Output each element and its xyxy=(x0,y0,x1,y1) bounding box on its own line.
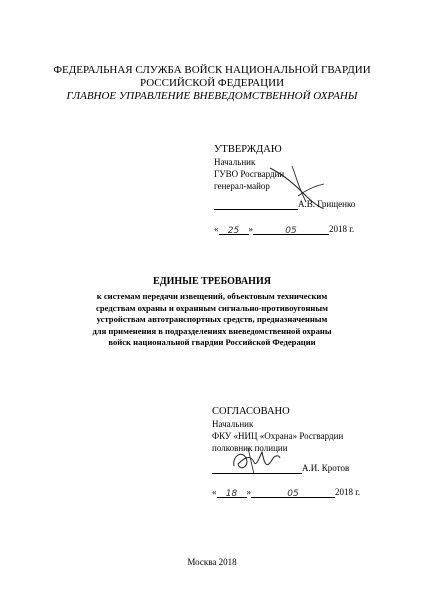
agreement-sign-row xyxy=(212,462,349,474)
agreement-month-field xyxy=(251,487,335,498)
place-and-year: Москва 2018 xyxy=(187,557,237,567)
approval-month-field xyxy=(253,224,329,235)
agreement-rank: полковник полиции xyxy=(212,443,288,453)
agreement-sign-line xyxy=(212,463,302,474)
agreement-name: А.И. Кротов xyxy=(302,463,350,473)
agreement-org: ФКУ «НИЦ «Охрана» Росгвардии xyxy=(212,431,344,441)
approval-year: 2018 г. xyxy=(329,224,355,234)
header-country: РОССИЙСКОЙ ФЕДЕРАЦИИ xyxy=(139,77,285,89)
document-header xyxy=(0,64,424,103)
agreement-year: 2018 г. xyxy=(335,487,361,497)
document-title: ЕДИНЫЕ ТРЕБОВАНИЯ xyxy=(153,276,271,287)
subtitle-line: к системам передачи извещений, объектовым техническим xyxy=(96,291,328,301)
approval-org: ГУВО Росгвардии xyxy=(214,169,285,179)
agreement-date-open-quote: « xyxy=(212,487,217,497)
header-department: ГЛАВНОЕ УПРАВЛЕНИЕ ВНЕВЕДОМСТВЕННОЙ ОХРАНЫ xyxy=(66,90,358,102)
approval-role: Начальник xyxy=(214,157,256,167)
agreement-role: Начальник xyxy=(212,419,254,429)
approval-date xyxy=(214,223,354,235)
agreement-date-close-quote: » xyxy=(246,487,251,497)
approval-day: 25 xyxy=(227,226,240,236)
approval-date-close-quote: » xyxy=(248,224,253,234)
agreement-month: 05 xyxy=(287,489,299,499)
approval-day-field xyxy=(219,224,249,235)
subtitle-line: для применения в подразделениях вневедомственной охраны xyxy=(92,325,332,336)
agreement-date xyxy=(212,486,360,498)
agreement-day-field xyxy=(217,487,247,498)
subtitle-line: средствам охраны и охранным сигнально-противоугонным xyxy=(96,302,328,313)
agreement-day: 18 xyxy=(225,489,238,499)
approval-name: А.В. Грищенко xyxy=(298,199,356,209)
subtitle-line: устройствам автотранспортных средств, предназначенным xyxy=(96,314,328,325)
approval-month: 05 xyxy=(285,226,297,236)
approval-sign-row xyxy=(214,198,355,210)
approval-rank: генерал-майор xyxy=(214,181,270,191)
approval-sign-line xyxy=(214,199,298,210)
approval-date-open-quote: « xyxy=(214,224,219,234)
subtitle-line: войск национальной гвардии Российской Федерации xyxy=(108,337,316,348)
document-subtitle xyxy=(0,291,424,349)
agreement-heading: СОГЛАСОВАНО xyxy=(212,406,290,417)
header-agency: ФЕДЕРАЛЬНАЯ СЛУЖБА ВОЙСК НАЦИОНАЛЬНОЙ ГВАРДИИ xyxy=(53,64,371,76)
approval-heading: УТВЕРЖДАЮ xyxy=(214,144,282,155)
